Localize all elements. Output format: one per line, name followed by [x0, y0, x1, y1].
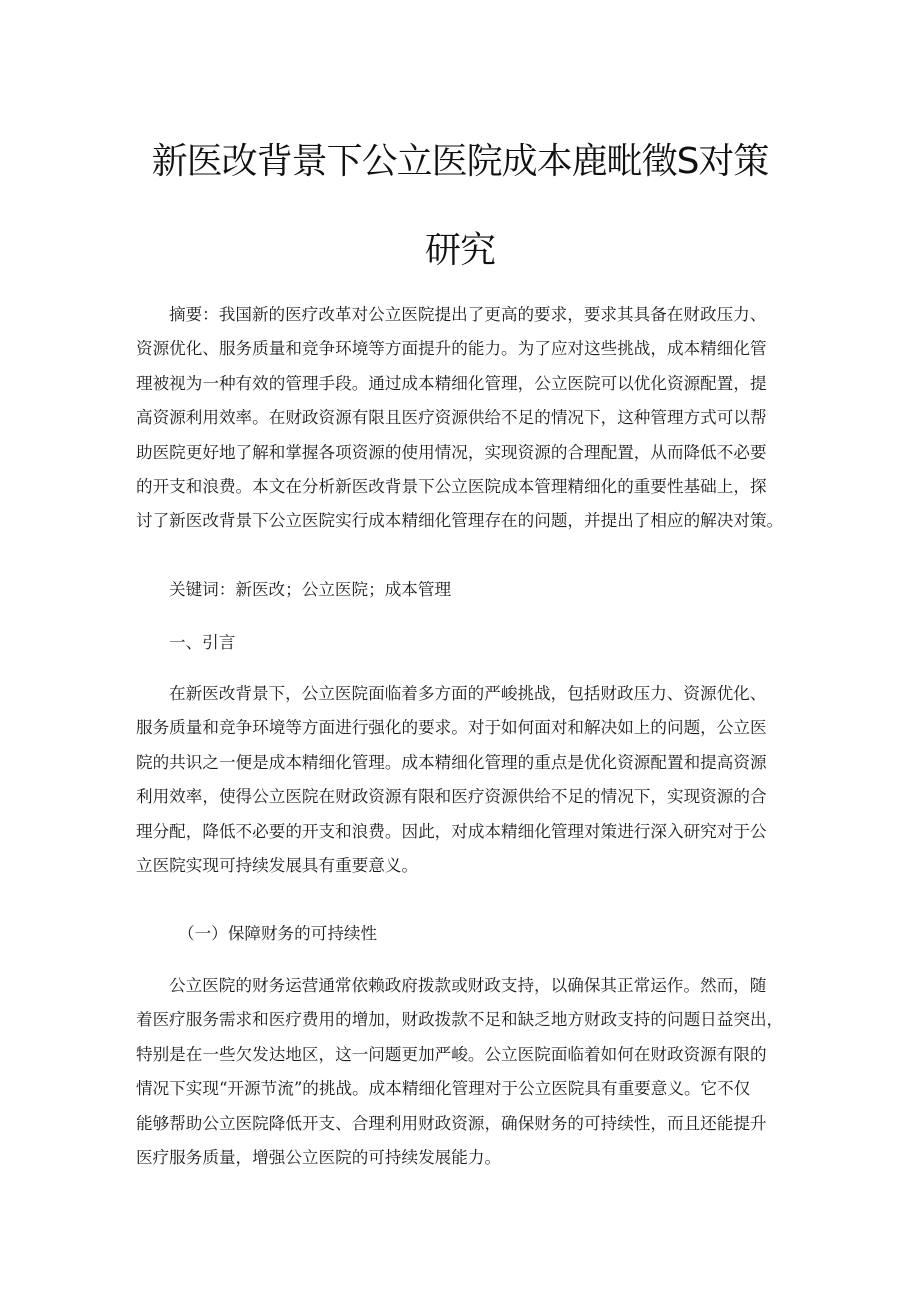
introduction-line: 利用效率，使得公立医院在财政资源有限和医疗资源供给不足的情况下，实现资源的合	[136, 787, 767, 807]
section-heading-introduction: 一、引言	[169, 633, 236, 652]
abstract-paragraph	[136, 298, 796, 539]
paragraph-line: 情况下实现“开源节流”的挑战。成本精细化管理对于公立医院具有重要意义。它不仅	[136, 1079, 751, 1099]
introduction-line: 立医院实现可持续发展具有重要意义。	[136, 856, 419, 876]
paragraph-line: 医疗服务质量，增强公立医院的可持续发展能力。	[136, 1148, 502, 1168]
paragraph-line: 着医疗服务需求和医疗费用的增加，财政拨款不足和缺乏地方财政支持的问题日益突出，	[136, 1010, 784, 1030]
document-title-line-1: 新医改背景下公立医院成本鹿毗徵S对策	[151, 141, 769, 182]
abstract-line: 讨了新医改背景下公立医院实行成本精细化管理存在的问题，并提出了相应的解决对策。	[136, 511, 784, 531]
abstract-line: 的开支和浪费。本文在分析新医改背景下公立医院成本管理精细化的重要性基础上，探	[136, 477, 767, 497]
abstract-line: 助医院更好地了解和掌握各项资源的使用情况，实现资源的合理配置，从而降低不必要	[136, 442, 767, 462]
abstract-line: 资源优化、服务质量和竞争环境等方面提升的能力。为了应对这些挑战，成本精细化管	[136, 339, 767, 359]
introduction-paragraph	[136, 677, 796, 883]
document-title-line-2: 研究	[424, 230, 495, 271]
paragraph-line: 能够帮助公立医院降低开支、合理利用财政资源，确保财务的可持续性，而且还能提升	[136, 1113, 767, 1133]
abstract-line: 理被视为一种有效的管理手段。通过成本精细化管理，公立医院可以优化资源配置，提	[136, 373, 767, 393]
financial-sustainability-paragraph	[136, 969, 796, 1175]
abstract-line: 摘要：我国新的医疗改革对公立医院提出了更高的要求，要求其具备在财政压力、	[169, 305, 767, 324]
introduction-line: 在新医改背景下，公立医院面临着多方面的严峻挑战，包括财政压力、资源优化、	[169, 684, 767, 703]
paragraph-line: 特别是在一些欠发达地区，这一问题更加严峻。公立医院面临着如何在财政资源有限的	[136, 1044, 767, 1064]
subsection-heading-financial-sustainability: （一）保障财务的可持续性	[178, 924, 378, 943]
introduction-line: 院的共识之一便是成本精细化管理。成本精细化管理的重点是优化资源配置和提高资源	[136, 752, 767, 772]
keywords-line: 关键词：新医改；公立医院；成本管理	[169, 580, 452, 599]
introduction-line: 服务质量和竞争环境等方面进行强化的要求。对于如何面对和解决如上的问题，公立医	[136, 718, 767, 738]
paragraph-line: 公立医院的财务运营通常依赖政府拨款或财政支持，以确保其正常运作。然而，随	[169, 976, 767, 995]
abstract-line: 高资源利用效率。在财政资源有限且医疗资源供给不足的情况下，这种管理方式可以帮	[136, 408, 767, 428]
introduction-line: 理分配，降低不必要的开支和浪费。因此，对成本精细化管理对策进行深入研究对于公	[136, 821, 767, 841]
